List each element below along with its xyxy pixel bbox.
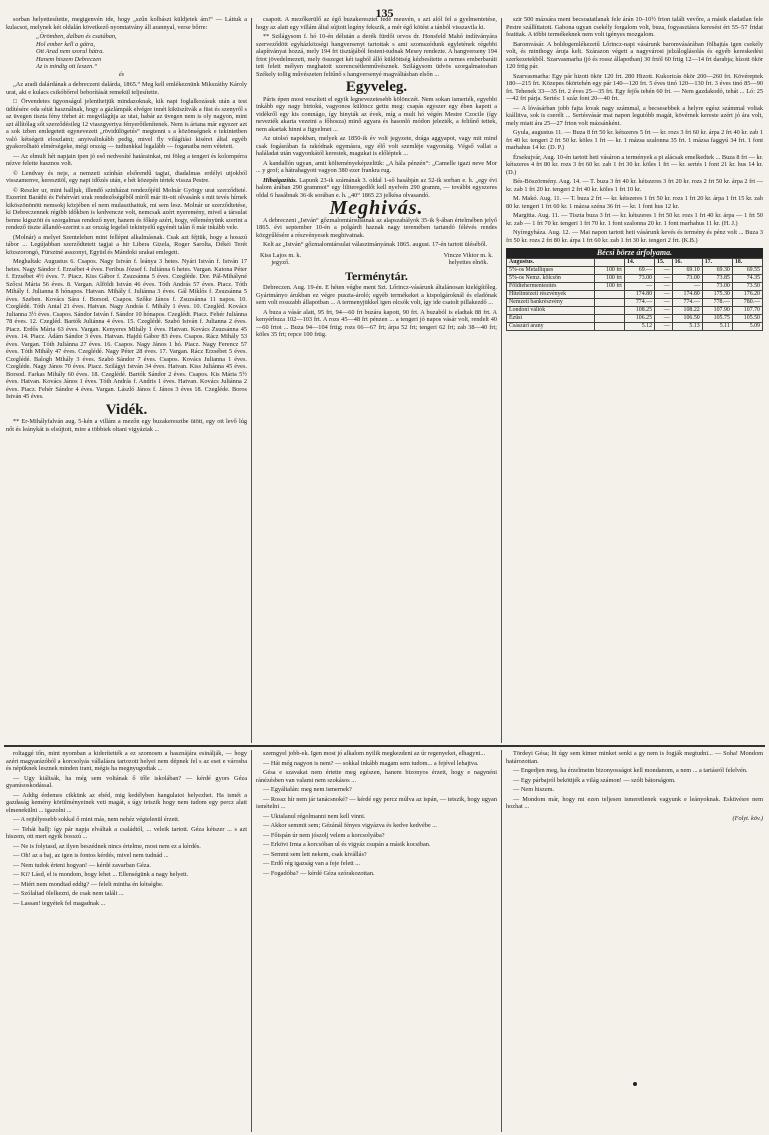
paragraph: — Szólaltad ölelkezni, de csak nem talált ... [13,890,124,897]
bourse-cell [595,298,625,306]
paragraph: — Erkövi Irma a korcsóban ul és vigyáz csupán a másik kocsiban. [263,841,431,848]
bourse-cell: 175.30 [702,290,732,298]
bourse-cell: 106.25 [624,314,654,322]
bourse-cell: — [655,282,673,290]
section-title-videk: Vidék. [105,401,148,418]
signature-name: Kiss Lajos m. k. [260,251,302,259]
bourse-cell: 5.13 [672,322,702,330]
paragraph: — A lóvásárban jobb fajta lovak nagy számmal, a becsesebbek a helyre egész számmal voltak kiállitva, sok is cserélt ... Sertésvásár mai napon legutóbb magát, kövérnek kereste azért jó ára volt, mely miatt ára 25—27 frton volt mázsánként. [506,104,763,127]
section-title-egyveleg: Egyveleg. [345,79,408,95]
bourse-header: Augustus. [507,258,595,266]
bourse-cell: 100 frt [595,266,625,274]
bourse-cell: 108.25 [624,306,654,314]
poem-line: Hol ember kell a gátra, [36,40,95,48]
column-4 [6,750,247,1130]
paragraph: — Ugy kiáltsák, ha még sem voltának ő tőle iskolában? — kérdé gyors Géza gyanúsoskodással. [6,774,247,789]
market-report: Nyíregyháza. Aug. 12. — Mai napon tartott heti vásárunk kevés és termény és pénz volt ... Buza 3 frt 50 kr. rozs 2 frt 80 kr. árpa 1 frt 60 kr. zab 1 frt 30 kr. tengeri 2 frt. (K.B.) [506,229,763,244]
paragraph: szemgyel jobb-ek. Igen most jó alkalom nyilik megkezdeni az úr regenyeket, elhagyni... [263,750,486,757]
column-6 [506,750,763,1130]
paragraph: — Erdő rég igazság van a feje felett ... [263,860,361,867]
bourse-cell: 174.80 [672,290,702,298]
bourse-cell: 105.75 [702,314,732,322]
bourse-row [507,298,763,306]
paragraph: szir 500 mázsára ment becsoatatlanak fele árán 10–10½ frton talált vevőre, a másik eladatlan fele Pestre szállíttatott. Gabona ugyan csekély forgalom volt, buza, fogyasztásra keresést ért 55–57 fridat feaittak. A többi termékeknek nem volt igényes mozgalom. [506,16,763,38]
deaths-list: Meghaltak: Augustus 6. Csapos. Nagy István f. leánya 3 hetes. Nyári István f. István 17 hetes. Nagy Sándor f. Erzsébet 4 éves. Feribus József f. Juliánna 6 hetes. Vargan. Katona Péter f. Erzsébet 4½ éves. 7. Piacz. Kiss Gábor f. Zsuzsánna 5 éves. Czegléde. Dor. Pál-Mihályné Szőcsi Mária 56 éves. 8. Vargan. Alföldi István 46 éves. Tóth András 57 éves. Piacz. Tóth Mihály f. Julianna 8 hónapos. Hatvan. Mihály f. Juliánna 3 éves. Gál Miklós f. Zsuzsánna 5 éves. Szeben. Kovács Sára f. Borsod. Csapos. Szőke János f. Zsuzsánna 11 napos. 10. Czeglédé. Tóth Antal 21 éves. Hatvan. Nagy András f. Mihály 1 éves. 10. Czegléd. Kovács Julianna 3½ éves. Csapos. Sándor István f. Sándor 10 hónapos. Czeglédt. Piacz. Fehér Juliánna 78 éves. 12. Czegléd. Bartók Juliánna 4 éves. 15. Czeglédé. Szabó István f. Julianna 2 éves. Piacz. Erdős Mária 63 éves. Vargan. Kenyeres Mihály 1 éves. Hatvan. Kovács Zsuzsánna 45 éves. 14. Piacz. Ádám Sándor 3 éves. Hatvan. Hajdú Gábor 83 éves. Csapos. Rácz Mihály 53 éves. Vargan. Tóth Juliánna 27 éves. 16. Csapos. Nagy János 1 hó. Piacz. Nagy Ferencz 57 éves. Tóth Mihály 47 éves. Czeglédé. Nagy Péter 28 éves. 17. Vargan. Rácz Erzsébet 5 éves. Czeglédé. Balogh Mihály 3 éves. Szabó Sándor 7 éves. Csapos. Kovács Julianna 1 éves. Czegléde. Nagy János 70 éves. Piacz. Szilágyi István 34 éves. Hatvan. Kiss Juliánna 45 éves. Borsod. Farkas Mihály 60 éves. 18. Czeglédé. Bartók Sándor 2 éves. Csapos. Kis Mária 5½ éves. Hatvan. Kovács János 1 éves. Tóth András f. Andris 1 éves. Hatvan. Kovács Juliánna 2 éves. Piacz. Fehér Sándor 4 éves. Vargan. László János f. János 3 éves 18. Czegléde. Boros István 45 éves. [6,258,247,400]
paragraph: — Nem hiszem. [513,786,555,793]
paragraph: Baromvásár. A boldogemlékezetű Lőrincz-napi vásárunk baromvásárában fölhajtás igen csekély volt, és minthogy áruja kelt. Szárazon végett a nagyvárosi jelzáloglásolás és egyéb kereskedési szerkezetekből. Szarvasmarha (jó és rossz állapotban) 30 frtól 60 frtig 12—14 frt darabja; hízott ökör 120 frtig pár. [506,40,763,70]
column-1 [6,16,247,743]
bourse-cell: 73.00 [624,274,654,282]
bourse-cell: — [672,282,702,290]
poem-line: „Örömben, dalban és csatában, [36,33,117,40]
paragraph: Szarvasmarha: Egy pár hizott ökör 120 frt. 280 Hizott. Kukoricás ökör 200—260 frt. Kövéreptek 180—215 frt. Közepes ökörtehén egy pár 140—120 frt. 5 éves tinó 120—130 frt. 3 éves tinó 85—90 frt. Tehenek 33—35 frt. 2 éves 25—35 frt. Egy fejős tehén 60 frt. — Nem gazdakodó, tehát ... Ló: 25—42 frt párja. Sertés: 1 száz font 20—40 frt. [506,72,763,102]
paragraph: — Hát még nagyon is nem? — sokkal inkább magam sem tudom... a fejével lehajtva. [263,759,479,767]
paragraph: csapott. A mezőkerülő az égő buzakeresztet fedé meuvén, s azt alól fel a gyelmentetése, hogy az alatt egy villám által sújtott legény fekszik, a mér égő kötést a tánból visszavila ki. [256,16,497,31]
bourse-cell: 69.55 [732,266,762,274]
paragraph: A debreczeni „István“ gőzmalomtársulatnak az alapszabályok 35-ik §-ában értelmében jelyő 1865. évi september 10-én a polgárdi haznak nagy teremében tartandó félévés rendes közgyűlésére a részvényesek meghivatnak. [256,216,497,239]
signature-role: jegyző. [271,259,290,266]
bourse-row [507,306,763,314]
paragraph: Az utolsó napokban, melyek az 1850-ik év volt jegyzete, drága aggyapot, vagy mit mind csak fogásrában fa rakódnak egymásra, egy élő volt szemléje vagyonáig. Végső vallat a haláladat után vagyonkától kerestek, magukat is előléptek ... [256,135,497,157]
bourse-cell: — [624,282,654,290]
bourse-header: 14. [624,258,654,266]
paragraph: Páris épen most veszített el egyik legnevezetesebb kölönczét. Nem sokan ismerték, egyebbi inkább egy nagy birtokú, vagyonos különcz gettu meg: csapás egyszer egy ében kapott a vidékről egy kis comnágo, így hinyták az évek, míg a mult hó végén Mestre Czocile (így nevezték akarta vezetni a főhosza) minő agyara és hasonló módon jelezték, a feltűnő tettek, nem akartak hinni a figyelmet ... [256,95,497,133]
paragraph: — Semmi sem lett nekem, csak kivállás? [263,850,367,858]
poem-line: és [118,70,125,78]
paragraph: „Az aradi dalárdának a debreczeni dalárda, 1865.“ Meg kell emlékeznünk Mikszáthy Károly urat, aki e kulacs csikóbőrrel beborítását remekül teljesítette. [6,81,247,96]
ink-dot [633,1082,637,1086]
poem-line: Az is mindig ott leszen.“ [36,63,98,70]
bourse-cell: 5.09 [732,322,762,330]
bourse-cell: Földtehermentesítés [507,282,595,290]
bourse-cell [595,314,625,322]
bourse-cell: 100 frt [595,274,625,282]
bourse-cell: Londoni váltók [507,306,595,314]
market-report: Gyula, augustus 11. — Buza 8 frt 50 kr. kétszeres 5 frt — kr. rozs 3 frt 60 kr. árpa 2 frt 40 kr. zab 1 frt 40 kr. tengeri 2 frt 50 kr. köles 1 frt — kr. 1 mázsa szalonna 35 frt. 1 mázsa faggyú 34 frt. 1 font marhahus 14 kr. (D. P.) [506,129,763,151]
paragraph: — Egyáltalán: meg nem ismernek? [263,786,352,793]
section-title-termenytar: Terménytár. [345,268,408,283]
market-report: M. Makó. Aug. 11. — T. buza 2 frt — kr. kétszeres 1 frt 50 kr. rozs 1 frt 20 kr. árpa 1 frt 15 kr. zab 80 kr. tengeri 1 frt 60 kr. 1 mázsa széna 36 frt — kr. 1 font hus 12 kr. [506,195,763,210]
paragraph: © Reszler ur, mint halljuk, illendő szinházat rendezőjéül Molnár György urat szerződteté. Eszerint Baráthi és Fehérvári urak rendezőségéből miről már itt-ott olvasánk s mit tevés hírnek kiköszönönött nemsokj közjében el nem mulaszthattuk, mi sem lesz. Molnár ur szerződtetése, ki Debreczennek régibb időkben is kedvencze volt, nemcsak azért nyeremény, mivel a társulat benne kiguzött és szorgalmas rendező nyer, hanem és főkép azért, hogy, véleményünk szerint a rendező tiszte állandó-szerint s az ország legelső tekintyelű egyénét talán ő már inkább vele. [6,186,247,231]
paragraph: ** Szilágysom f. hó 10-én délután a derék fürdői orvos dr. Honsfeld Mahó indítványára szerveződött egyházközségi hangversenyt tartottak s ami szomszédunk egyletének régebbi alapítványai hozzá, mely 194 frt tisztájából festeni-tudnak Mesey rendezte. A hangverseny 194 frtot jövedelmezett, mely összeget két tagból álló küldöttség kézbesítette a nemes emberbaráti tett felett mélyen meghatott szerencsétlenművésznek. Szilágysom üdvös szorgalmatosban Székely tollig művészeten feltűnő s hangversenyé magváltásban elsőn ... [256,33,497,78]
bourse-cell: Császári arany [507,322,595,330]
bourse-cell: Ezüst [507,314,595,322]
bourse-cell: 176.20 [732,290,762,298]
bourse-row [507,290,763,298]
paragraph: □ Örvendetes ügyonságul jelenthetjük mindazoknak, kik napi foglalkozásuk után a test üdítésére oda sétát használnak, hogy a gázlámpák elvégre innét kiküszítvák a füst és szenyről s az üvegen tiszta fény törhet át: megvilágítja az utat, habár az üvegen nem is oly nagyon, mint azt állítólag sőt szerződésileg 12 viaszgyertya fényerőtlenítenek. Nem is ártana már egyszer azt a sok izben emlegetett egynevezett „rövidülögetés“ megtenni s a közönségnek e tekintetben való kétségeit eloszlatni; anyivalinkább pedig, mivel fly világítási kiséret által egyéb gyakorolható elmérségeke, mégi ország — tudtunkkal legalább — foganatba nem vétetett. [6,98,247,150]
paragraph: — Tehát hallj: így pár napja elváltak a családtól, ... veleik tartott. Géza kétszer ... s azt hiszem, ott mert egyik bosszú ... [6,825,247,840]
bourse-cell [595,290,625,298]
market-report: Margitta. Aug. 11. — Tiszta buza 3 frt — kr. kétszeres 1 frt 50 kr. rozs 1 frt 40 kr. árpa — 1 frt 50 kr. zab — 1 frt 70 kr. tengeri 1 frt 70 kr. 1 font szalonna 20 kr. 1 font marhahus 11 kr. (H. J.) [506,212,763,227]
bourse-cell: — [655,306,673,314]
bourse-cell: 73.85 [702,274,732,282]
bourse-cell: — [655,290,673,298]
bourse-cell: 174.80 [624,290,654,298]
signatures [260,252,493,267]
bourse-cell: 108.22 [672,306,702,314]
bourse-row [507,282,763,290]
column-divider [501,750,502,1132]
bourse-header: 17. [702,258,732,266]
poem [6,33,247,78]
bourse-cell: 774.— [624,298,654,306]
paragraph: Tördeyi Gésa; lit úgy sem kimer minket senki a gy nem is fogják megtudni... — Soha! Mondom határozottan. [506,750,763,765]
paragraph: Debreczen. Aug. 19-én. E héten végbe ment Szt. Lőrincz-vásárunk általánosan kielégítőleg. Gyártmányo árukban ez végre puszta-ároló; egyéb termékeket a kispolgároknál és eladónak sem volt rosszabb állapotban ... A termenyjükkel igen olcsók volt, így ide csatolt pillakezdő ... [256,284,497,306]
poem-line: Hanem hiszem Debreczen [36,55,102,63]
paragraph: — Lassan! tegyétek fel magadnak ... [13,899,106,907]
bourse-cell: 5.12 [624,322,654,330]
bourse-cell: 74.35 [732,274,762,282]
paragraph: — Akkor semmit sem; Gézánál fényes vigyázva és kedve kedvébe ... [263,822,437,829]
paragraph: ** Er-Mihályfalván aug. 5-kén a villám a mezőn egy buzakeresztbe ütött, egy ott levő lúg nőt és leánykát is elsújtott, mire a többiek oltani vigyáztak ... [6,418,247,433]
paragraph: — Rossz hír nem jár tanácsnoké? — kérdé egy percz múlva az ispán, — tetszik, hogy ugyan ismételni ... [256,795,497,810]
column-divider [251,18,252,743]
bourse-cell: 100 frt [595,282,625,290]
bourse-cell: — [655,314,673,322]
bourse-cell: — [655,266,673,274]
market-report: Érsekujvár, Aug. 10-én tartott heti vásáron a termények a pi alácsak emelkedtek ... Buza 8 frt — kr. kétszeres 4 frt 80 kr. rozs 3 frt 60 kr. zab 1 frt 30 kr. köles 1 frt — kr. sertés 1 font 21 kr. hus 14 kr. (D.) [506,153,763,176]
bourse-cell: 69.30 [702,266,732,274]
bourse-cell: 107.70 [732,306,762,314]
bourse-cell: 5%-os Nemz. kölcsön [507,274,595,282]
continued-note: (Folyt. köv.) [732,814,763,822]
bourse-cell: 69.— [624,266,654,274]
paragraph: — Ki? Lásd, el is mondom, hogy lehet ... Ellenségünk a nagy helyett. [13,871,189,878]
bourse-cell: 105.50 [732,314,762,322]
paragraph: — Miért nem mondtad eddig? — felelt mintha én kétségbe. [13,880,164,888]
bourse-header: 15. [655,258,673,266]
bourse-header: 16. [672,258,702,266]
bourse-row [507,274,763,282]
column-divider [251,750,252,1132]
paragraph: — Engedjen meg, ha érzelmeim bizonyosságot kell mondanom, a nem ... a tartásról felelvén. [513,767,748,774]
bourse-cell: 73.50 [732,282,762,290]
signature-left [260,252,301,267]
paragraph: Gésa e szavakat nem értette meg egészen, hanem bizonyos érzett, hogy e nagynéni ránézésben van valami nem szokásos ... [256,769,497,784]
column-5 [256,750,497,1130]
paragraph: — Fogadóba? — kérdé Géza szórakozottan. [263,869,375,877]
bourse-table [506,258,763,331]
signature-right [444,252,493,267]
paragraph: © Lendvay és neje, a nemzeti színház elsőrendű tagjai, diadalmas erdélyi utjokból visszamenve, kereszttöl, egy napi időzés után, e hét közepén tértek vissza Pestre. [6,169,247,184]
bourse-cell: Hitelintézeti részvények [507,290,595,298]
column-2 [256,16,497,743]
paragraph: A kandallón ugyan, amit költeményeképzeltük: „A hála pénzén“: „Camelle igazi neve Mor ... y grof; a hátrahagyott vagyon 380 ezer frankra rug. [256,159,497,174]
bourse-cell: 774.— [672,298,702,306]
page-number: 135 [375,6,394,20]
bourse-title: Bécsi börze árfolyama. [506,248,763,258]
paragraph: — Nem tudok érteni hogyan! — kérdé zavarban Géza. [13,861,151,869]
bourse-cell: 73.00 [672,274,702,282]
paragraph: A buza a vásár alatt, 95 frt, 94—60 frt buzára kapott, 90 frt. A buzaból is eladtak 88 frt. A kenyérbuza 102—103 frt. A rozs 45—48 frt pénzen ... a tengeri jó napos vásár volt, rendelt 40—60 frtot ... Buza 94—104 frtig; rozs 66—67 frt; árpa 52 frt; tengeri 62 frt; zab 38—40 frt; köles 35 frt; repce 100 frtig. [256,308,497,338]
bourse-row [507,322,763,330]
poem-line: Ott Arad nem szorul hátra. [36,48,104,55]
bourse-cell: 780.— [732,298,762,306]
hibaigazitas-title: Hibaigazítás. [263,176,298,184]
paragraph: (Molnár) a melyet Szentelehen mint fellépni alkalmásnak. Csak azt féjtük, hogy a hosszú tábor ... Legújabban szerződtetett tagjai a hir Libera Gizela, Roger Sarolta, Dékéi Terét közszorongó, Fürsztné asszonyt, Együd és Mándoki urakat emlegeti. [6,233,247,256]
section-title-meghivas: Meghivás. [329,197,424,219]
bourse-header-row [507,258,763,266]
section-divider [4,745,765,747]
paragraph: — Uktalanul régolmanni nem kell vinni. [263,812,366,820]
bourse-cell: — [655,322,673,330]
bourse-row [507,314,763,322]
column-divider [501,18,502,743]
column-3 [506,16,763,743]
bourse-cell [595,306,625,314]
paragraph: sorban helyettesítette, megigenvén ide, hogy „szűn kolbászt küldjetek ám!“ — Láttuk a kulacsot, melynek két oldalán következő nyomtatvány áll arannyal, verse bőrre: [6,16,247,31]
paragraph: — Az elmult hét napjain ipen jó eső nedvesíté határainkat, mi föleg a tengeri és kolompérra nézve felette hasznos volt. [6,152,247,167]
bourse-cell [595,322,625,330]
bourse-body [507,266,763,330]
paragraph: — Mondom már, hogy mi ezen teljesen ismeretlenek vagyunk e leányoknak. Esküvésre nem hozhat ... [506,795,763,810]
market-report: Bés-Böszörmény. Aug. 14. — T. buza 3 frt 40 kr. kétszeres 3 frt 20 kr. rozs 2 frt 50 kr. árpa 2 frt — kr. zab 1 frt 20 kr. tengeri 2 frt 40 kr. köles 1 frt 10 kr. [506,178,763,193]
paragraph: — Ne is folytasd, az ilyen beszédnek nincs értelme, most nem ez a kérdés. [13,842,201,850]
paragraph [256,177,497,200]
bourse-cell: — [655,274,673,282]
bourse-cell: 73.00 [702,282,732,290]
bourse-cell: 5.11 [702,322,732,330]
signature-name: Vincze Viktor m. k. [443,251,493,259]
paragraph: — Addig érdemes cikkünk az ebéd, mig kedélyben hangulatot helyezhet. Ha ismét a gazdaság kemény körülményeinek veti magát, s úgy tetszik hogy nem tudom egy percz alatt elmenekülni ... igazolni ... [6,791,247,814]
paragraph: — A rejtélyesebb sokkal ő mint más, nem nehéz végtelenül érzett. [13,816,180,823]
paragraph: — Oh! az a baj, az igen is fontos kérdés, mivel nem tudnád ... [13,852,169,859]
bourse-cell: 5%-os Metalliques [507,266,595,274]
paragraph: Kelt az „István“ gőzmalomtársulat választmányának 1865. august. 17-én tartott üléséből. [263,241,488,248]
bourse-cell: — [655,298,673,306]
bourse-cell: 778.— [702,298,732,306]
bourse-row [507,266,763,274]
bourse-header: 18. [732,258,762,266]
paragraph: — Egy párbajról beköttjék a világ számon! — szólt bátorságom. [513,776,676,784]
bourse-cell: 107.90 [702,306,732,314]
hibaigazitas-text: Lapunk 23-ik számának 3. oldal 1-ső hasábján az 52-ik sorban e. h. „egy évi halom árában 290 grammot“ egy liliteregedlőt kell nyelvén 290 gramm, — további egyszeres oldal 6 hasábnak 36-ik sorában e. h. „40“ 1865 23 jelkésa olvasandó. [256,176,497,199]
signature-role: helyettes elnök. [448,259,489,266]
bourse-cell: 69.10 [672,266,702,274]
bourse-header [595,258,625,266]
paragraph: — Főispán úr nem jószolj velem a korcsolyába? [263,831,385,839]
bourse-cell: 106.50 [672,314,702,322]
bourse-cell: Nemzeti bankrészvény [507,298,595,306]
paragraph: roltaggé tőn, mint nyomban a kiderítették a ez szomosm a hasznájára esinálják, — hogy azért magyarázóból a korcsolyás vállalásra tartozott helyei nem dépnek fel s az eset e városba és népüknek lesznek minden irant, mégis ha megnyugodtak ... [6,750,247,772]
